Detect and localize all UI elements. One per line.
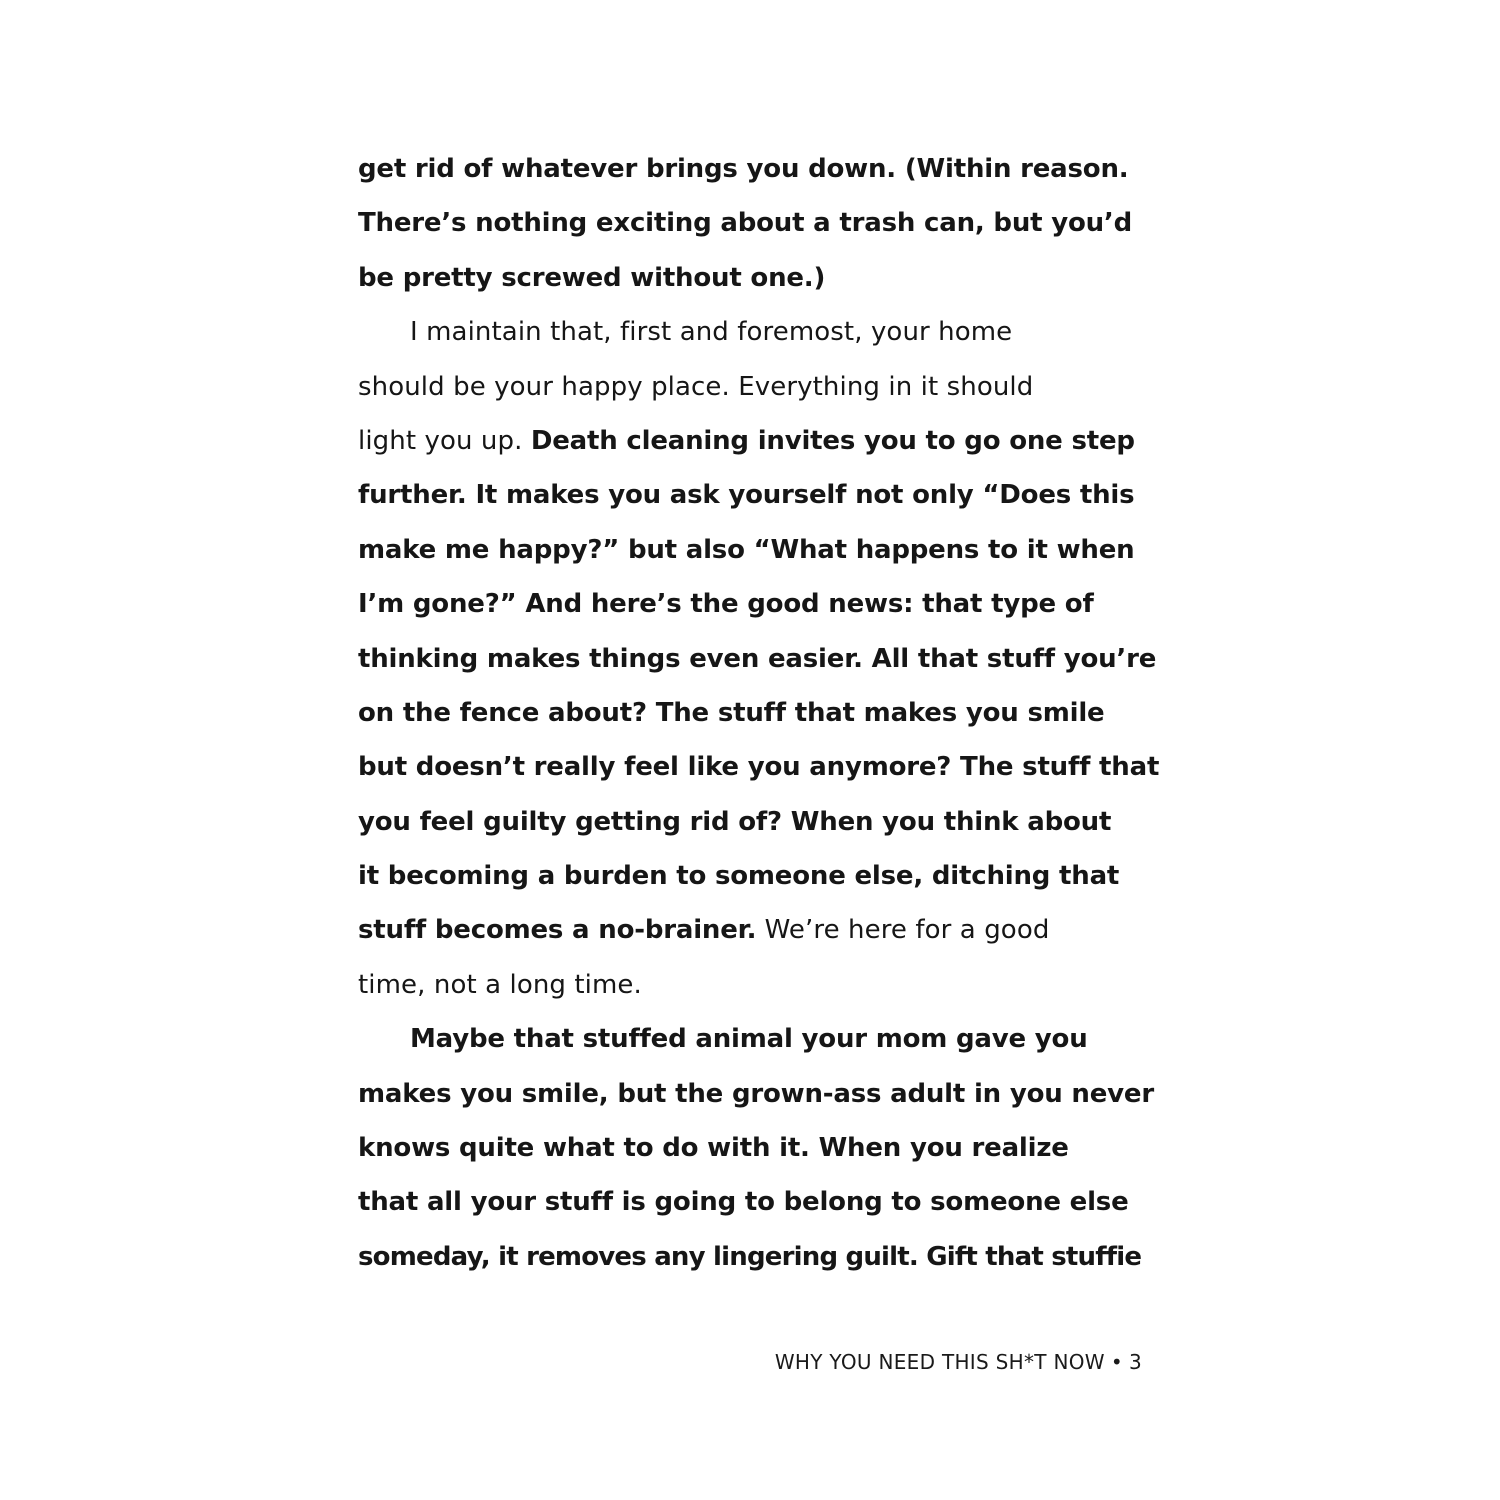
text-line <box>358 632 1158 686</box>
bold-text-segment: it becoming a burden to someone else, ditching that <box>358 861 1120 892</box>
text-line <box>358 196 1158 250</box>
regular-text-segment: I maintain that, first and foremost, your home <box>410 317 1013 348</box>
text-line <box>358 740 1158 794</box>
page-number: 3 <box>1128 1350 1142 1374</box>
text-line <box>358 1012 1158 1066</box>
bold-text-segment: There’s nothing exciting about a trash can, but you’d <box>358 208 1133 239</box>
bold-text-segment: thinking makes things even easier. All that stuff you’re <box>358 643 1157 674</box>
text-line <box>358 686 1158 740</box>
text-line <box>358 1175 1158 1229</box>
footer-separator: • <box>1110 1350 1123 1374</box>
text-line <box>358 305 1158 359</box>
text-line <box>358 1230 1158 1284</box>
text-line <box>358 849 1158 903</box>
bold-text-segment: makes you smile, but the grown-ass adult in you never <box>358 1078 1154 1109</box>
regular-text-segment: time, not a long time. <box>358 969 642 1000</box>
bold-text-segment: further. It makes you ask yourself not only “Does this <box>358 480 1135 511</box>
text-line <box>358 523 1158 577</box>
text-line <box>358 251 1158 305</box>
text-line <box>358 1067 1158 1121</box>
bold-text-segment: Maybe that stuffed animal your mom gave you <box>410 1024 1088 1055</box>
bold-text-segment: make me happy?” but also “What happens to it when <box>358 534 1135 565</box>
body-text <box>358 142 1158 1284</box>
running-head: WHY YOU NEED THIS SH*T NOW <box>774 1350 1105 1374</box>
bold-text-segment: on the fence about? The stuff that makes you smile <box>358 697 1105 728</box>
text-line <box>358 414 1158 468</box>
bold-text-segment: I’m gone?” And here’s the good news: that type of <box>358 589 1094 620</box>
bold-text-segment: Death cleaning invites you to go one step <box>530 425 1135 456</box>
text-line <box>358 1121 1158 1175</box>
bold-text-segment: someday, it removes any lingering guilt. Gift that stuffie <box>358 1241 1142 1272</box>
text-line <box>358 577 1158 631</box>
bold-text-segment: that all your stuff is going to belong to someone else <box>358 1187 1129 1218</box>
page-footer <box>775 1347 1142 1377</box>
text-line <box>358 903 1158 957</box>
bold-text-segment: stuff becomes a no-brainer. <box>358 915 757 946</box>
bold-text-segment: be pretty screwed without one.) <box>358 262 826 293</box>
bold-text-segment: knows quite what to do with it. When you realize <box>358 1133 1069 1164</box>
text-line <box>358 795 1158 849</box>
bold-text-segment: but doesn’t really feel like you anymore? The stuff that <box>358 752 1160 783</box>
regular-text-segment: We’re here for a good <box>756 915 1050 946</box>
bold-text-segment: you feel guilty getting rid of? When you think about <box>358 806 1112 837</box>
regular-text-segment: should be your happy place. Everything in it should <box>358 371 1034 402</box>
bold-text-segment: get rid of whatever brings you down. (Within reason. <box>358 154 1129 184</box>
text-line <box>358 468 1158 522</box>
text-line <box>358 958 1158 1012</box>
regular-text-segment: light you up. <box>358 425 531 456</box>
text-line <box>358 142 1158 196</box>
text-line <box>358 360 1158 414</box>
